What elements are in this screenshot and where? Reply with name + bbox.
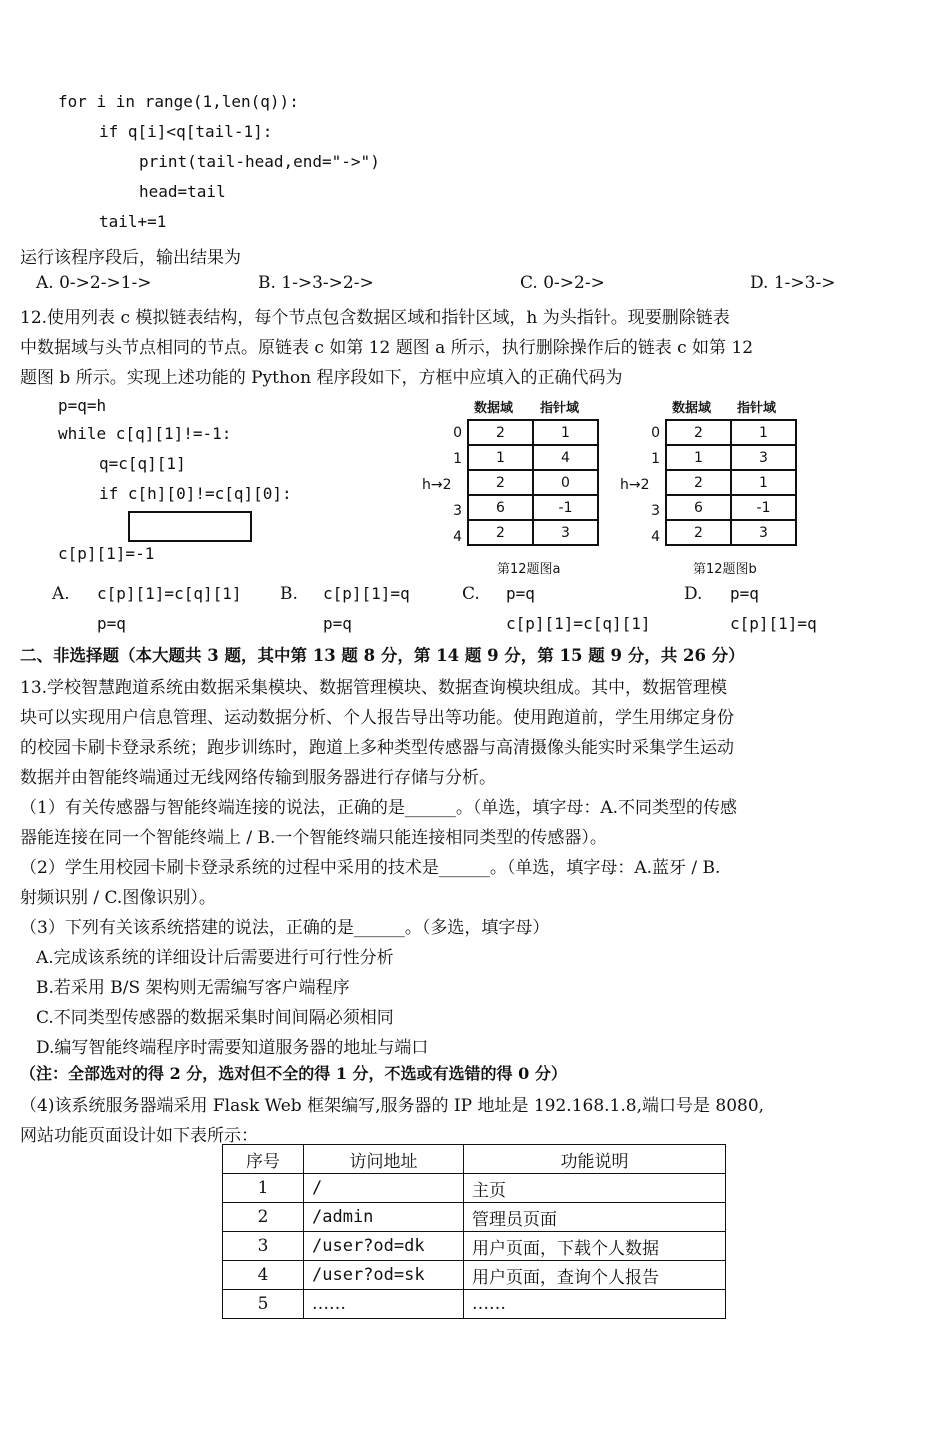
q12-option-b-letter: B. — [280, 584, 298, 604]
cell: 1 — [468, 445, 533, 470]
q12-option-c-letter: C. — [462, 584, 480, 604]
q12-code-4: if c[h][0]!=c[q][0]: — [99, 484, 292, 503]
q12-option-a-letter: A. — [52, 584, 70, 604]
fig-a-head-pointer: h→2 — [422, 477, 452, 493]
fig-a-index: 0 — [453, 425, 462, 441]
cell: 用户页面，下载个人数据 — [464, 1232, 726, 1261]
figure-a-caption: 第12题图a — [497, 562, 561, 577]
q11-option-c: C. 0->2-> — [520, 273, 605, 293]
cell: …… — [304, 1290, 464, 1319]
table-row — [666, 520, 796, 545]
cell: …… — [464, 1290, 726, 1319]
cell: 2 — [468, 470, 533, 495]
cell: 3 — [731, 445, 796, 470]
col-header: 序号 — [223, 1145, 304, 1174]
code-line-2: if q[i]<q[tail-1]: — [99, 122, 273, 141]
cell: /user?od=sk — [304, 1261, 464, 1290]
cell: 0 — [533, 470, 598, 495]
table-row — [223, 1232, 726, 1261]
fig-b-index: 4 — [651, 529, 660, 545]
q12-option-a-line2: p=q — [97, 614, 126, 633]
q13-intro-3: 的校园卡刷卡登录系统；跑步训练时，跑道上多种类型传感器与高清摄像头能实时采集学生运动 — [20, 738, 734, 758]
q12-text-3: 题图 b 所示。实现上述功能的 Python 程序段如下，方框中应填入的正确代码为 — [20, 368, 623, 388]
fig-a-index: 1 — [453, 451, 462, 467]
fig-b-index: 1 — [651, 451, 660, 467]
q12-code-2: while c[q][1]!=-1: — [58, 424, 232, 443]
q13-sub3-prompt: （3）下列有关该系统搭建的说法，正确的是______。（多选，填字母） — [20, 918, 550, 938]
cell: 6 — [468, 495, 533, 520]
cell: /user?od=dk — [304, 1232, 464, 1261]
cell: 5 — [223, 1290, 304, 1319]
cell: 2 — [468, 420, 533, 445]
cell: 2 — [468, 520, 533, 545]
q11-option-d: D. 1->3-> — [750, 273, 836, 293]
cell: 2 — [666, 520, 731, 545]
page-design-table — [222, 1144, 726, 1319]
figure-b-caption: 第12题图b — [693, 562, 757, 577]
q13-sub1-2: 器能连接在同一个智能终端上 / B.一个智能终端只能连接相同类型的传感器）。 — [20, 828, 607, 848]
table-row — [468, 445, 598, 470]
q11-option-b: B. 1->3->2-> — [258, 273, 374, 293]
cell: 管理员页面 — [464, 1203, 726, 1232]
cell: 1 — [731, 470, 796, 495]
fig-b-header-ptr: 指针域 — [737, 401, 777, 416]
cell: 3 — [223, 1232, 304, 1261]
table-row — [223, 1174, 726, 1203]
q13-intro-1: 13.学校智慧跑道系统由数据采集模块、数据管理模块、数据查询模块组成。其中，数据管理模 — [20, 678, 728, 698]
fig-b-head-pointer: h→2 — [620, 477, 650, 493]
q12-option-b-line2: p=q — [323, 614, 352, 633]
code-line-5: tail+=1 — [99, 212, 167, 231]
table-row — [666, 445, 796, 470]
cell: 2 — [666, 420, 731, 445]
q13-sub3-option-b: B.若采用 B/S 架构则无需编写客户端程序 — [36, 978, 350, 998]
cell: 1 — [731, 420, 796, 445]
cell: 主页 — [464, 1174, 726, 1203]
q13-intro-2: 块可以实现用户信息管理、运动数据分析、个人报告导出等功能。使用跑道前，学生用绑定身份 — [20, 708, 734, 728]
figure-a-table — [467, 419, 599, 546]
table-header-row — [223, 1145, 726, 1174]
cell: -1 — [533, 495, 598, 520]
table-row — [666, 470, 796, 495]
cell: -1 — [731, 495, 796, 520]
cell: / — [304, 1174, 464, 1203]
fig-a-header-ptr: 指针域 — [540, 401, 580, 416]
q13-sub2-2: 射频识别 / C.图像识别）。 — [20, 888, 216, 908]
section2-heading: 二、非选择题（本大题共 3 题，其中第 13 题 8 分，第 14 题 9 分，第 15 题 9 分，共 26 分） — [20, 646, 745, 665]
fig-a-header-data: 数据域 — [474, 401, 514, 416]
q13-sub3-option-c: C.不同类型传感器的数据采集时间间隔必须相同 — [36, 1008, 394, 1028]
q13-sub4-2: 网站功能页面设计如下表所示： — [20, 1126, 258, 1146]
fig-b-index: 0 — [651, 425, 660, 441]
q13-intro-4: 数据并由智能终端通过无线网络传输到服务器进行存储与分析。 — [20, 768, 496, 788]
q12-option-d-letter: D. — [684, 584, 703, 604]
fig-b-header-data: 数据域 — [672, 401, 712, 416]
figure-b-table — [665, 419, 797, 546]
table-row — [468, 495, 598, 520]
table-row — [223, 1203, 726, 1232]
table-row — [223, 1290, 726, 1319]
q13-sub3-note: （注：全部选对的得 2 分，选对但不全的得 1 分，不选或有选错的得 0 分） — [20, 1064, 567, 1083]
q12-text-1: 12.使用列表 c 模拟链表结构，每个节点包含数据区域和指针区域，h 为头指针。现要删除链表 — [20, 308, 730, 328]
cell: 2 — [223, 1203, 304, 1232]
q12-code-3: q=c[q][1] — [99, 454, 186, 473]
code-line-1: for i in range(1,len(q)): — [58, 92, 299, 111]
table-row — [468, 420, 598, 445]
q12-text-2: 中数据域与头节点相同的节点。原链表 c 如第 12 题图 a 所示，执行删除操作后的链表 c 如第 12 — [20, 338, 754, 358]
col-header: 功能说明 — [464, 1145, 726, 1174]
q12-option-d-line2: c[p][1]=q — [730, 614, 817, 633]
fig-a-index: 3 — [453, 503, 462, 519]
cell: 3 — [533, 520, 598, 545]
table-row — [468, 470, 598, 495]
table-row — [468, 520, 598, 545]
q11-option-a: A. 0->2->1-> — [36, 273, 152, 293]
cell: 4 — [223, 1261, 304, 1290]
q12-option-b-line1: c[p][1]=q — [323, 584, 410, 603]
answer-blank-box — [128, 511, 252, 542]
cell: /admin — [304, 1203, 464, 1232]
q12-option-c-line1: p=q — [506, 584, 535, 603]
q13-sub3-option-a: A.完成该系统的详细设计后需要进行可行性分析 — [36, 948, 394, 968]
q13-sub4-1: （4)该系统服务器端采用 Flask Web 框架编写,服务器的 IP 地址是 192.168.1.8,端口号是 8080, — [20, 1096, 765, 1116]
cell: 4 — [533, 445, 598, 470]
cell: 用户页面，查询个人报告 — [464, 1261, 726, 1290]
cell: 3 — [731, 520, 796, 545]
q12-code-1: p=q=h — [58, 396, 107, 415]
q12-code-5: c[p][1]=-1 — [58, 544, 155, 563]
col-header: 访问地址 — [304, 1145, 464, 1174]
q13-sub3-option-d: D.编写智能终端程序时需要知道服务器的地址与端口 — [36, 1038, 429, 1058]
q12-option-d-line1: p=q — [730, 584, 759, 603]
cell: 1 — [533, 420, 598, 445]
cell: 2 — [666, 470, 731, 495]
code-line-4: head=tail — [139, 182, 226, 201]
table-row — [223, 1261, 726, 1290]
q13-sub2-1: （2）学生用校园卡刷卡登录系统的过程中采用的技术是______。（单选，填字母：A.蓝牙 / B. — [20, 858, 721, 878]
fig-a-index: 4 — [453, 529, 462, 545]
q11-prompt: 运行该程序段后，输出结果为 — [20, 248, 241, 268]
table-row — [666, 420, 796, 445]
fig-b-index: 3 — [651, 503, 660, 519]
code-line-3: print(tail-head,end="->") — [139, 152, 380, 171]
cell: 6 — [666, 495, 731, 520]
cell: 1 — [666, 445, 731, 470]
q12-option-a-line1: c[p][1]=c[q][1] — [97, 584, 242, 603]
q12-option-c-line2: c[p][1]=c[q][1] — [506, 614, 651, 633]
cell: 1 — [223, 1174, 304, 1203]
q13-sub1-1: （1）有关传感器与智能终端连接的说法，正确的是______。（单选，填字母：A.不同类型的传感 — [20, 798, 737, 818]
table-row — [666, 495, 796, 520]
